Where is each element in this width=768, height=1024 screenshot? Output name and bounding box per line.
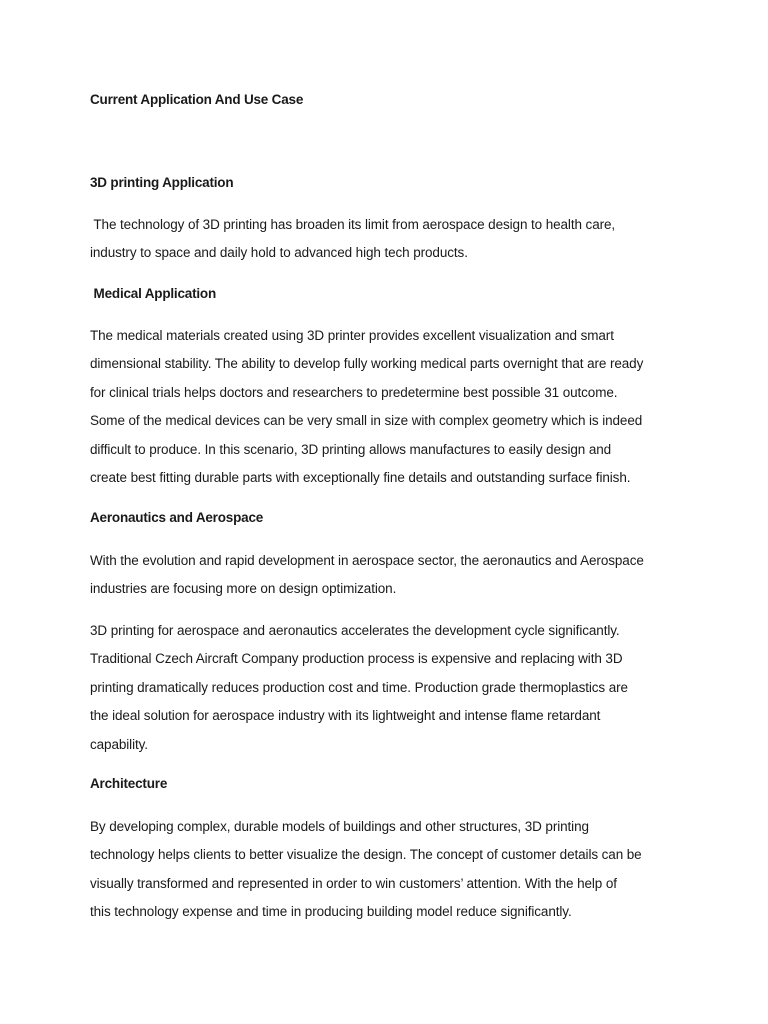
document-title: Current Application And Use Case (90, 92, 304, 107)
paragraph-line: dimensional stability. The ability to develop fully working medical parts overnight that are ready (90, 356, 644, 372)
paragraph-line: The medical materials created using 3D printer provides excellent visualization and smart (90, 328, 614, 343)
paragraph-architecture (90, 813, 690, 927)
paragraph-line: 3D printing for aerospace and aeronautics accelerates the development cycle significantly. (90, 623, 620, 638)
paragraph-line: for clinical trials helps doctors and researchers to predetermine best possible 31 outcome. (90, 384, 618, 400)
paragraph-line: create best fitting durable parts with exceptionally fine details and outstanding surface finish. (90, 470, 631, 486)
section-heading-aerospace: Aeronautics and Aerospace (90, 510, 264, 525)
paragraph-line: industries are focusing more on design optimization. (90, 581, 397, 597)
paragraph-line: capability. (90, 736, 148, 752)
paragraph-line: Some of the medical devices can be very small in size with complex geometry which is indeed (90, 413, 643, 429)
paragraph-line: printing dramatically reduces production cost and time. Production grade thermoplastics are (90, 679, 628, 695)
paragraph-line: the ideal solution for aerospace industry with its lightweight and intense flame retardant (90, 708, 601, 724)
paragraph-line: this technology expense and time in producing building model reduce significantly. (90, 904, 572, 920)
paragraph-line: industry to space and daily hold to advanced high tech products. (90, 245, 468, 261)
paragraph-medical (90, 322, 690, 492)
section-heading-architecture: Architecture (90, 776, 168, 791)
paragraph-line: difficult to produce. In this scenario, 3D printing allows manufactures to easily design and (90, 441, 612, 457)
paragraph-3d-printing (90, 211, 690, 268)
paragraph-line: technology helps clients to better visualize the design. The concept of customer details can be (90, 847, 642, 863)
paragraph-line: With the evolution and rapid development in aerospace sector, the aeronautics and Aerospace (90, 553, 644, 568)
paragraph-line: visually transformed and represented in order to win customers’ attention. With the help of (90, 875, 617, 891)
paragraph-line: Traditional Czech Aircraft Company production process is expensive and replacing with 3D (90, 651, 623, 667)
paragraph-line: By developing complex, durable models of buildings and other structures, 3D printing (90, 819, 589, 834)
paragraph-aerospace-2 (90, 617, 690, 759)
paragraph-line: The technology of 3D printing has broaden its limit from aerospace design to health care, (90, 217, 616, 232)
section-heading-medical: Medical Application (90, 286, 217, 301)
section-heading-3d-printing: 3D printing Application (90, 175, 234, 190)
paragraph-aerospace-1 (90, 547, 690, 604)
